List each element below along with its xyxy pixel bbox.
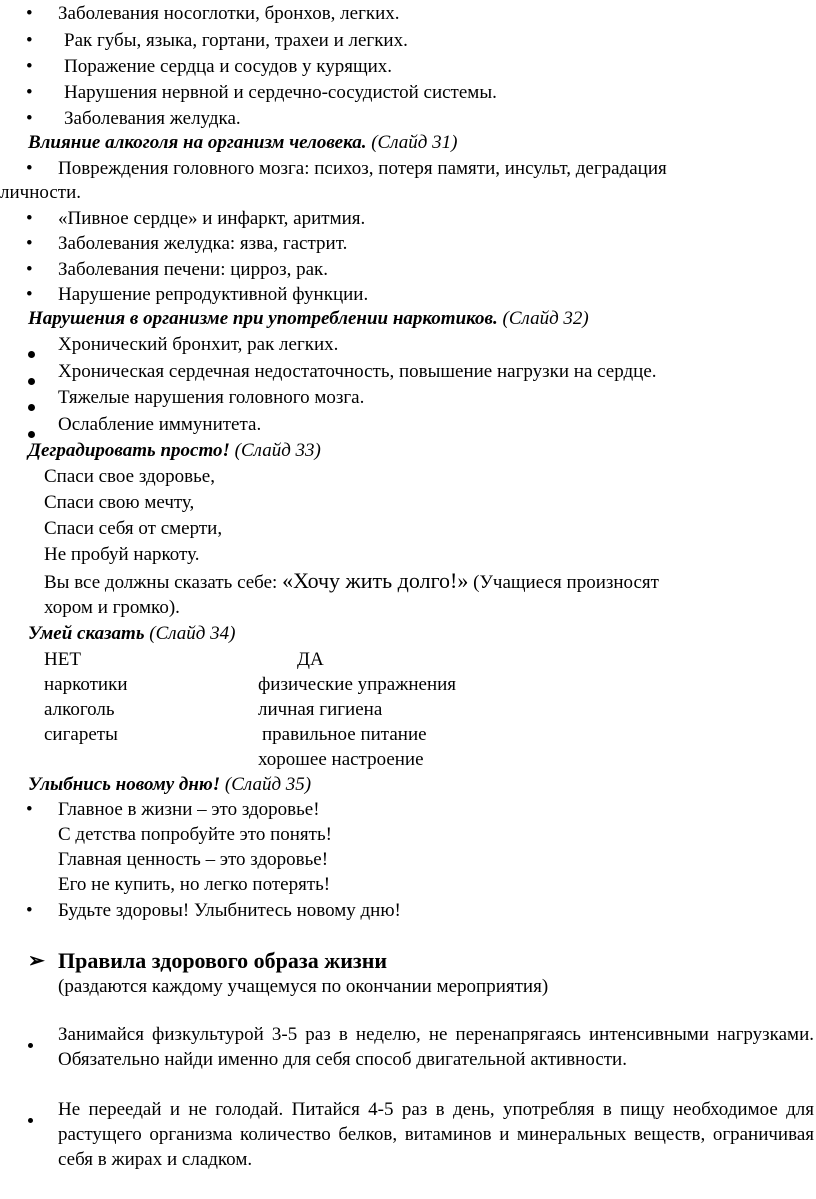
list-item: Рак губы, языка, гортани, трахеи и легких. xyxy=(64,30,408,51)
bullet-icon xyxy=(28,1106,33,1130)
list-item: Поражение сердца и сосудов у курящих. xyxy=(64,56,393,77)
section-title: Улыбнись новому дню! xyxy=(28,774,221,795)
section-title: Нарушения в организме при употреблении наркотиков. xyxy=(28,308,498,329)
say-suffix: (Учащиеся произносят xyxy=(468,572,659,593)
list-item: Хроническая сердечная недостаточность, повышение нагрузки на сердце. xyxy=(58,361,657,382)
section-heading-say-no xyxy=(28,622,235,646)
rules-title: Правила здорового образа жизни xyxy=(58,948,388,973)
verse-line: Его не купить, но легко потерять! xyxy=(58,874,331,895)
list-item: Нарушения нервной и сердечно-сосудистой системы. xyxy=(64,82,497,103)
slide-ref: (Слайд 32) xyxy=(502,308,589,329)
bullet-icon: • xyxy=(26,799,33,820)
list-item: Повреждения головного мозга: психоз, потеря памяти, инсульт, деградация xyxy=(58,158,667,179)
bullet-icon xyxy=(28,341,35,365)
say-quote: «Хочу жить долго!» xyxy=(282,568,469,593)
yes-item: правильное питание xyxy=(262,724,427,745)
bullet-icon: • xyxy=(26,30,33,51)
list-item: Нарушение репродуктивной функции. xyxy=(58,284,369,305)
list-item: Заболевания носоглотки, бронхов, легких. xyxy=(58,3,400,24)
poem-line: Спаси свое здоровье, xyxy=(44,466,215,487)
bullet-icon: • xyxy=(26,108,33,129)
slide-ref: (Слайд 34) xyxy=(149,623,236,644)
verse-line: Главная ценность – это здоровье! xyxy=(58,849,329,870)
bullet-icon xyxy=(28,1031,33,1055)
bullet-icon: • xyxy=(26,56,33,77)
slide-ref: (Слайд 33) xyxy=(234,440,321,461)
list-item: Ослабление иммунитета. xyxy=(58,414,262,435)
bullet-icon: • xyxy=(26,208,33,229)
list-item: Тяжелые нарушения головного мозга. xyxy=(58,387,365,408)
bullet-icon: • xyxy=(26,3,33,24)
arrow-icon: ➢ xyxy=(28,950,45,972)
slide-ref: (Слайд 35) xyxy=(224,774,312,795)
say-line xyxy=(44,569,659,595)
verse-line: С детства попробуйте это понять! xyxy=(58,824,332,845)
verse-line: Главное в жизни – это здоровье! xyxy=(58,799,320,820)
list-item: Заболевания желудка: язва, гастрит. xyxy=(58,233,348,254)
section-title: Деградировать просто! xyxy=(28,440,230,461)
bullet-icon: • xyxy=(26,900,33,921)
poem-line: Спаси себя от смерти, xyxy=(44,518,223,539)
yes-item: физические упражнения xyxy=(258,674,457,695)
list-item-continuation: личности. xyxy=(0,182,82,203)
yes-item: хорошее настроение xyxy=(258,749,424,770)
bullet-icon: • xyxy=(26,158,33,179)
rules-subtitle: (раздаются каждому учащемуся по окончании мероприятия) xyxy=(58,976,549,997)
section-heading-drugs xyxy=(28,307,589,331)
yes-column-header: ДА xyxy=(297,649,324,670)
section-heading-smile xyxy=(28,773,311,797)
bullet-icon: • xyxy=(26,233,33,254)
list-item: Заболевания желудка. xyxy=(64,108,241,129)
no-column-header: НЕТ xyxy=(44,649,81,670)
no-item: алкоголь xyxy=(44,699,115,720)
poem-line: Не пробуй наркоту. xyxy=(44,544,200,565)
yes-item: личная гигиена xyxy=(258,699,383,720)
poem-line: Спаси свою мечту, xyxy=(44,492,195,513)
section-heading-degrade xyxy=(28,439,321,463)
say-prefix: Вы все должны сказать себе: xyxy=(44,572,283,593)
no-item: наркотики xyxy=(44,674,128,695)
section-title: Влияние алкоголя на организм человека. xyxy=(28,132,367,153)
bullet-icon xyxy=(28,368,35,392)
no-item: сигареты xyxy=(44,724,118,745)
section-heading-alcohol xyxy=(28,131,457,155)
bullet-icon: • xyxy=(26,284,33,305)
bullet-icon: • xyxy=(26,82,33,103)
bullet-icon: • xyxy=(26,259,33,280)
rule-item: Занимайся физкультурой 3-5 раз в неделю, не перенапрягаясь интенсивными нагрузками. Обязательно найди именно для себя способ двигательной активности. xyxy=(58,1024,814,1070)
verse-line: Будьте здоровы! Улыбнитесь новому дню! xyxy=(58,900,401,921)
list-item: Хронический бронхит, рак легких. xyxy=(58,334,339,355)
slide-ref: (Слайд 31) xyxy=(371,132,458,153)
section-title: Умей сказать xyxy=(28,623,145,644)
list-item: «Пивное сердце» и инфаркт, аритмия. xyxy=(58,208,366,229)
rule-item: Не переедай и не голодай. Питайся 4-5 раз в день, употребляя в пищу необходимое для растущего организма количество белков, витаминов и минеральных веществ, ограничивая себя в жирах и сладком. xyxy=(58,1099,814,1170)
list-item: Заболевания печени: цирроз, рак. xyxy=(58,259,328,280)
bullet-icon xyxy=(28,394,35,418)
say-line-2: хором и громко). xyxy=(44,597,180,618)
